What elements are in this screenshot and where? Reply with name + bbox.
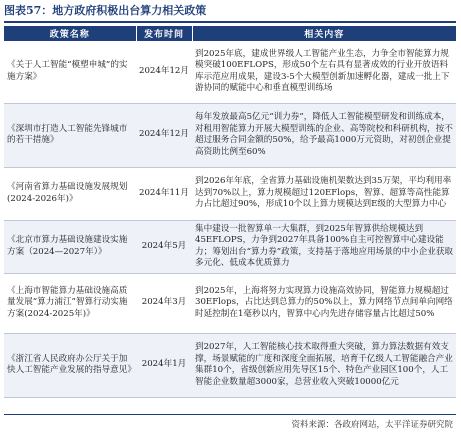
policy-name-cell: 《浙江省人民政府办公厅关于加快人工智能产业发展的指导意见》: [4, 333, 136, 397]
header-release-time: 发布时间: [136, 26, 192, 41]
content-cell: 到2025年，上海将努力实现算力设施高效协同，智能算力规模超过30EFlops，占比达到总算力的50%以上，算力网络节点间单向网络时延控制在1毫秒以内，智算中心内先进存储容量占比超过50%: [192, 273, 456, 333]
header-policy-name: 政策名称: [4, 26, 136, 41]
policy-name-cell: 《河南省算力基础设施发展规划(2024-2026年)》: [4, 167, 136, 220]
content-cell: 集中建设一批智算单一大集群，到2025年智算供给规模达到45EFLOPS，力争到2027年具备100%自主可控智算中心建设能力；筹划出台“算力券”政策，支持基于落地应用场景的中小企业获取多元化、低成本优质算力: [192, 220, 456, 273]
table-row: [4, 167, 456, 220]
release-time-cell: 2024年1月: [136, 333, 192, 397]
table-header-row: [4, 26, 456, 41]
content-cell: 到2026年年底，全省算力基础设施机架数达到35万架，平均利用率达到70%以上，算力规模超过120EFlops，智算、超算等高性能算力占比超过90%，形成10个以上算力规模达到E级的大型算力中心: [192, 167, 456, 220]
title-rule: [4, 21, 456, 23]
policy-table: [4, 26, 456, 398]
table-row: [4, 103, 456, 167]
content-cell: 到2027年，人工智能核心技术取得重大突破，算力算法数据有效支撑，场景赋能的广度和深度全面拓展，培育千亿级人工智能融合产业集群10个，省级创新应用先导区15个、特色产业园区100个，人工智能企业数量超3000家，总营业收入突破10000亿元: [192, 333, 456, 397]
bottom-rule: [4, 414, 456, 415]
release-time-cell: 2024年11月: [136, 167, 192, 220]
header-content: 相关内容: [192, 26, 456, 41]
release-time-cell: 2024年3月: [136, 273, 192, 333]
figure-title: 图表57：地方政府积极出台算力相关政策: [4, 4, 207, 17]
table-row: [4, 220, 456, 273]
table-row: [4, 273, 456, 333]
policy-name-cell: 《关于人工智能“模塑申城”的实施方案》: [4, 41, 136, 103]
release-time-cell: 2024年12月: [136, 103, 192, 167]
table-row: [4, 41, 456, 103]
source-note: 资料来源：各政府网站，太平洋证券研究院: [291, 420, 453, 430]
release-time-cell: 2024年12月: [136, 41, 192, 103]
policy-name-cell: 《北京市算力基础设施建设实施方案（2024—2027年）》: [4, 220, 136, 273]
table-row: [4, 333, 456, 397]
content-cell: 到2025年底，建成世界级人工智能产业生态，力争全市智能算力规模突破100EFLOPS，形成50个左右具有显著成效的行业开放语料库示范应用成果，建设3-5个大模型创新加速孵化器，建成一批上下游协同的赋能中心和垂直模型训练场: [192, 41, 456, 103]
policy-name-cell: 《深圳市打造人工智能先锋城市的若干措施》: [4, 103, 136, 167]
release-time-cell: 2024年5月: [136, 220, 192, 273]
content-cell: 每年发放最高5亿元“训力券”，降低人工智能模型研发和训练成本，对租用智能算力开展大模型训练的企业、高等院校和科研机构，按不超过服务合同金额的50%，给予最高1000万元资助，对初创企业提高资助比例至60%: [192, 103, 456, 167]
policy-name-cell: 《上海市智能算力基础设施高质量发展“算力浦江”智算行动实施方案(2024-2025年)》: [4, 273, 136, 333]
